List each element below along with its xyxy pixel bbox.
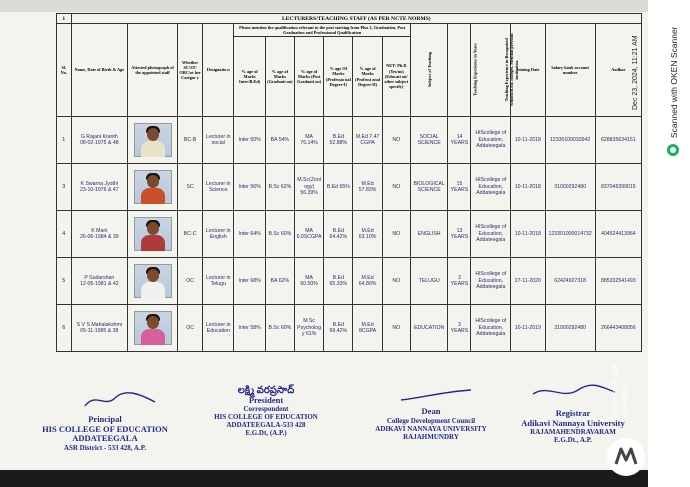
cell-joining: 10-11-2018	[511, 117, 545, 164]
cell-college: HIScollege of Education, Addateegala	[471, 117, 511, 164]
staff-photo	[134, 311, 172, 345]
cell-joining: 10-11-2018	[511, 164, 545, 211]
cell-category: BC-C	[178, 211, 203, 258]
cell-aadhar: 628835634151	[595, 117, 641, 164]
oken-logo-icon	[667, 144, 679, 156]
cell-grad: B.Sc 60%	[265, 211, 294, 258]
cell-sl: 1	[57, 117, 72, 164]
top-shadow-band	[0, 0, 690, 12]
cell-designation: Lecturer in Education	[203, 305, 234, 352]
staff-photo	[134, 217, 172, 251]
cell-photo	[127, 164, 177, 211]
cell-name: K Swarna Jyothi 23-10-1976 & 47	[71, 164, 127, 211]
section-title-row	[57, 14, 642, 24]
cell-name: P Sudarshan 12-05-1981 & 42	[71, 258, 127, 305]
cell-subject: SOCIAL SCIENCE	[410, 117, 448, 164]
cell-subject: TELUGU	[410, 258, 448, 305]
correspondent-signature	[196, 386, 336, 437]
header-prof1: % age Of Marks (Professio nal Degree-I)	[324, 37, 353, 117]
cell-category: OC	[178, 258, 203, 305]
header-exp-years: Teaching Experience in Years	[448, 24, 471, 117]
header-category: Whether SC/ST/ OBC/ot her Categor y	[178, 24, 203, 117]
cell-grad: BA 54%	[265, 117, 294, 164]
principal-signature	[20, 388, 190, 452]
cell-exp: 3 YEARS	[448, 305, 471, 352]
dean-title: Dean	[421, 406, 441, 416]
cell-bank: 123301000014732	[545, 211, 595, 258]
correspondent-college: HIS COLLEGE OF EDUCATION	[214, 413, 318, 421]
cell-aadhar: 837046399015	[595, 164, 641, 211]
cell-prof2: M.Ed 8CGPA	[353, 305, 382, 352]
signature-scribble-icon	[523, 380, 623, 404]
table-row	[57, 211, 642, 258]
cell-category: OC	[178, 305, 203, 352]
cell-net: NO	[382, 258, 410, 305]
registrar-title: Registrar	[555, 408, 591, 418]
header-pg: % age of Marks (Post Graduati on)	[295, 37, 324, 117]
header-inter: % age of Marks Inter/B.Ed)	[234, 37, 265, 117]
cell-bank: 31000292480	[545, 305, 595, 352]
cell-aadhar: 266443408056	[595, 305, 641, 352]
header-subject: Subject of Teaching	[410, 24, 448, 117]
cell-net: NO	[382, 164, 410, 211]
cell-prof2: M.Ed 57.83%	[353, 164, 382, 211]
principal-district: ASR District - 533 428, A.P.	[63, 443, 147, 452]
cell-prof1: B.Ed 52.88%	[324, 117, 353, 164]
table-row	[57, 117, 642, 164]
principal-title: Principal	[88, 414, 122, 424]
cell-prof1: B.Ed 65.33%	[324, 258, 353, 305]
cell-subject: BIOLOGICAL SCIENCE	[410, 164, 448, 211]
principal-college: HIS COLLEGE OF EDUCATION	[42, 423, 168, 434]
cell-name: G Rajani Kranth 08-02-1975 & 48	[71, 117, 127, 164]
header-name: Name, Date of Birth & Age	[71, 24, 127, 117]
header-grad: % age of Marks (Graduati on)	[265, 37, 294, 117]
cell-net: NO	[382, 211, 410, 258]
section-number: 1	[57, 14, 72, 24]
cell-college: HIScollege of Education, Addateegala	[471, 164, 511, 211]
dean-city: RAJAHMUNDRY	[403, 432, 459, 441]
cell-prof2: M.Ed 7.47 CGPA	[353, 117, 382, 164]
cell-sl: 6	[57, 305, 72, 352]
correspondent-telugu-name: లక్ష్మి వరప్రసాద్	[237, 385, 295, 396]
cell-subject: ENGLISH	[410, 211, 448, 258]
signature-scribble-icon	[381, 388, 481, 402]
correspondent-role: Correspondent	[243, 405, 289, 413]
header-joining: Joining Date	[511, 24, 545, 117]
cell-category: SC	[178, 164, 203, 211]
cell-joining: 27-11-2020	[511, 258, 545, 305]
watermark-line1: Shot on moto g54	[612, 364, 619, 420]
table-row	[57, 258, 642, 305]
cell-prof2: M.Ed 63.10%	[353, 211, 382, 258]
principal-place: ADDATEEGALA	[72, 433, 138, 443]
cell-bank: 12330100033942	[545, 117, 595, 164]
cell-college: HIScollege of Education, Addateegala	[471, 258, 511, 305]
cell-inter: Inter 64%	[234, 211, 265, 258]
header-sl: Sl. No.	[57, 24, 72, 117]
cell-photo	[127, 117, 177, 164]
cell-sl: 5	[57, 258, 72, 305]
cell-exp: 14 YEARS	[448, 117, 471, 164]
signature-scribble-icon	[45, 388, 165, 410]
staff-photo	[134, 170, 172, 204]
cell-exp: 3 YEARS	[448, 258, 471, 305]
cell-designation: Lecturer in Science	[203, 164, 234, 211]
cell-designation: Lecturer in English	[203, 211, 234, 258]
header-aadhar: Aadhar	[595, 24, 641, 117]
cell-exp: 13 YEARS	[448, 211, 471, 258]
cell-designation: Lecturer in social	[203, 117, 234, 164]
cell-subject: EDUCATION	[410, 305, 448, 352]
cell-joining: 10-11-2018	[511, 211, 545, 258]
correspondent-place: ADDATEEGALA-533 428	[226, 421, 306, 429]
cell-name: S V S Mahalakshmi 05-11-1985 & 38	[71, 305, 127, 352]
cell-prof1: B.Ed 65%	[324, 164, 353, 211]
registrar-university: Adikavi Nannaya University	[521, 417, 625, 428]
header-qualification-group: Please mention the qualification relevant to the post starting from Plus 2, Graduation, Post Graduation and Professional Qualification	[234, 24, 410, 37]
cell-pg: M.Sc Psycholog y 61%	[295, 305, 324, 352]
cell-inter: Inter 56%	[234, 164, 265, 211]
cell-grad: B.Sc 62%	[265, 164, 294, 211]
header-designation: Designatio n	[203, 24, 234, 117]
header-photo: Attested photograph of the appointed staff	[127, 24, 177, 117]
staff-table	[56, 13, 642, 352]
header-net: NET/ Ph.D (Yes/no) (Educati on/ other subject specify)	[382, 37, 410, 117]
cell-inter: Inter 50%	[234, 117, 265, 164]
section-title: LECTURERS/TEACHING STAFF (AS PER NCTE NORMS)	[71, 14, 641, 24]
cell-net: NO	[382, 117, 410, 164]
scan-date: Dec 23, 2024, 11:21 AM	[632, 35, 639, 110]
registrar-district: E.G.Dt., A.P.	[553, 436, 593, 444]
dean-signature	[356, 388, 506, 441]
cell-inter: Inter 68%	[234, 258, 265, 305]
cell-prof1: B.Ed 64.42%	[324, 211, 353, 258]
registrar-city: RAJAMAHENDRAVARAM	[530, 428, 616, 436]
cell-designation: Lecturer in Telugu	[203, 258, 234, 305]
table-row	[57, 164, 642, 211]
cell-sl: 3	[57, 164, 72, 211]
cell-college: HIScollege of Education, Addateegala	[471, 305, 511, 352]
cell-joining: 10-11-2019	[511, 305, 545, 352]
cell-photo	[127, 305, 177, 352]
staff-photo	[134, 123, 172, 157]
cell-photo	[127, 211, 177, 258]
dean-university: ADIKAVI NANNAYA UNIVERSITY	[375, 424, 487, 433]
cell-pg: MA 60.50%	[295, 258, 324, 305]
cell-pg: MA 76.14%	[295, 117, 324, 164]
cell-grad: B.Sc 60%	[265, 305, 294, 352]
correspondent-title: President	[248, 394, 284, 405]
cell-sl: 4	[57, 211, 72, 258]
cell-aadhar: 885332541493	[595, 258, 641, 305]
scanner-label: Scanned with OKEN Scanner	[669, 26, 679, 138]
dean-council: College Development Council	[386, 416, 476, 425]
cell-prof2: M.Ed 64.80%	[353, 258, 382, 305]
cell-category: BC-B	[178, 117, 203, 164]
cell-bank: 62424927318	[545, 258, 595, 305]
header-row-1	[57, 24, 642, 37]
header-prof2: % age of Marks (Professi onal Degree-II)	[353, 37, 382, 117]
cell-exp: 15 YEARS	[448, 164, 471, 211]
cell-pg: M.Sc(Zool ogy) 56.39%	[295, 164, 324, 211]
cell-prof1: B.Ed 69.42%	[324, 305, 353, 352]
bottom-dark-band	[0, 470, 648, 487]
header-bank: Salary bank account number	[545, 24, 595, 117]
cell-inter: Inter 58%	[234, 305, 265, 352]
watermark-line2: sdorababu	[622, 384, 629, 418]
cell-name: K Mani 26-06-1984 & 39	[71, 211, 127, 258]
cell-net: NO	[382, 305, 410, 352]
table-row	[57, 305, 642, 352]
staff-photo	[134, 264, 172, 298]
cell-grad: BA 62%	[265, 258, 294, 305]
motorola-logo-icon	[607, 438, 645, 476]
cell-bank: 31000292480	[545, 164, 595, 211]
cell-pg: MA 6.0SCGPA	[295, 211, 324, 258]
header-exp-recognised: Teaching Experience in Recognised Schools/B.Ed. colleges. Mention previous institution.	[471, 24, 511, 117]
cell-aadhar: 404524413964	[595, 211, 641, 258]
correspondent-district: E.G.Dt, (A.P.)	[245, 429, 287, 437]
cell-photo	[127, 258, 177, 305]
cell-college: HIScollege of Education, Addateegala	[471, 211, 511, 258]
